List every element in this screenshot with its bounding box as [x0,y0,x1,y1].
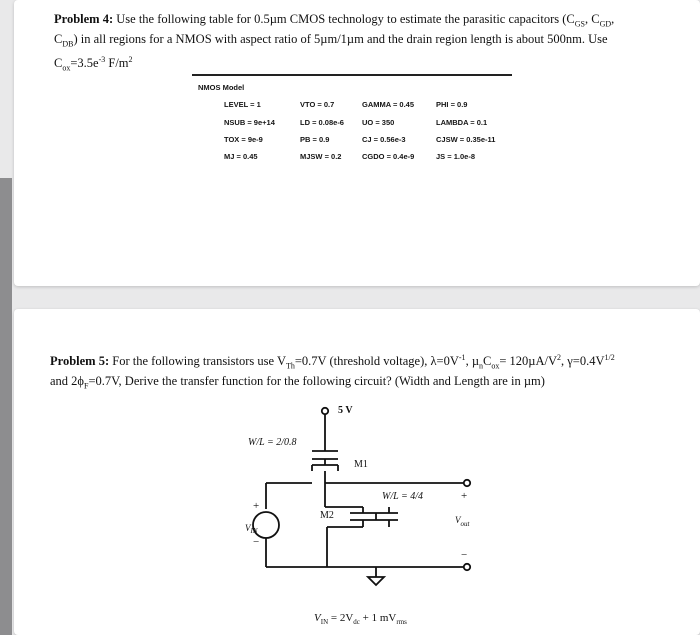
model-cell: UO = 350 [362,118,395,127]
vout-minus-sign: − [461,549,468,561]
vout-minus-terminal [464,564,470,570]
supply-terminal [322,408,328,414]
problem-5-card [14,309,700,635]
problem-4-label: Problem 4: [54,12,114,26]
model-cell: CGDO = 0.4e-9 [362,152,415,161]
model-cell: JS = 1.0e-8 [436,152,475,161]
model-cell: CJ = 0.56e-3 [362,135,406,144]
model-cell: TOX = 9e-9 [224,135,263,144]
model-cell: LD = 0.08e-6 [300,118,344,127]
problem-4-text: Problem 4: Use the following table for 0.5µm CMOS technology to estimate the parasitic capacitors ($C_{GS}$, $C_{GD}$, $C_{DB}$) in all regions for a NMOS with aspect ratio of 5µm/1µm and the drain region length is about 500nm. Use $C_{ox}=3.5e^{-3}$ $F/m^2$ [54,12,615,73]
vin-plus: + [253,500,260,512]
model-cell: PB = 0.9 [300,135,330,144]
model-cell: MJSW = 0.2 [300,152,342,161]
model-cell: CJSW = 0.35e-11 [436,135,496,144]
ground-symbol [368,577,384,585]
left-scroll-indicator [0,178,12,635]
m2-transistor [350,507,398,527]
supply-label: 5 V [338,405,353,416]
vin-minus: − [253,536,260,548]
m1-transistor [312,451,338,471]
model-cell: PHI = 0.9 [436,100,468,109]
vin-label: $V_{IN}$ [245,523,258,535]
problem-5-text: Problem 5: For the following transistors use $V_{Th}=0.7V$ (threshold voltage), $\lambda=0V^{-1}$, $\mu_nC_{ox}= 120\mu A/V^2$, $\gamma=0.4V^{1/2}$ and $2\phi_F=0.7V$, Derive the transfer function for the following circuit? (Width and Length are in µm) [50,353,615,391]
m1-size-label: W/L = 2/0.8 [248,437,297,448]
model-cell: VTO = 0.7 [300,100,335,109]
vout-label: $V_{out}$ [455,515,470,528]
vout-plus-sign: + [461,490,468,502]
m2-size-label: W/L = 4/4 [382,491,424,502]
source-equation: $V_{IN} = 2V_{dc} + 1$ $mV_{rms}$ [314,612,407,626]
model-cell: LAMBDA = 0.1 [436,118,488,127]
vout-plus-terminal [464,480,470,486]
problem-4-card [14,0,700,286]
nmos-model-title: NMOS Model [198,83,245,92]
model-cell: GAMMA = 0.45 [362,100,415,109]
m2-label: M2 [320,510,334,521]
model-cell: MJ = 0.45 [224,152,258,161]
model-cell: NSUB = 9e+14 [224,118,275,127]
nmos-model-table [14,0,700,286]
model-cell: LEVEL = 1 [224,100,261,109]
m1-label: M1 [354,459,368,470]
circuit-diagram [14,309,700,635]
problem-5-label: Problem 5: [50,354,110,369]
